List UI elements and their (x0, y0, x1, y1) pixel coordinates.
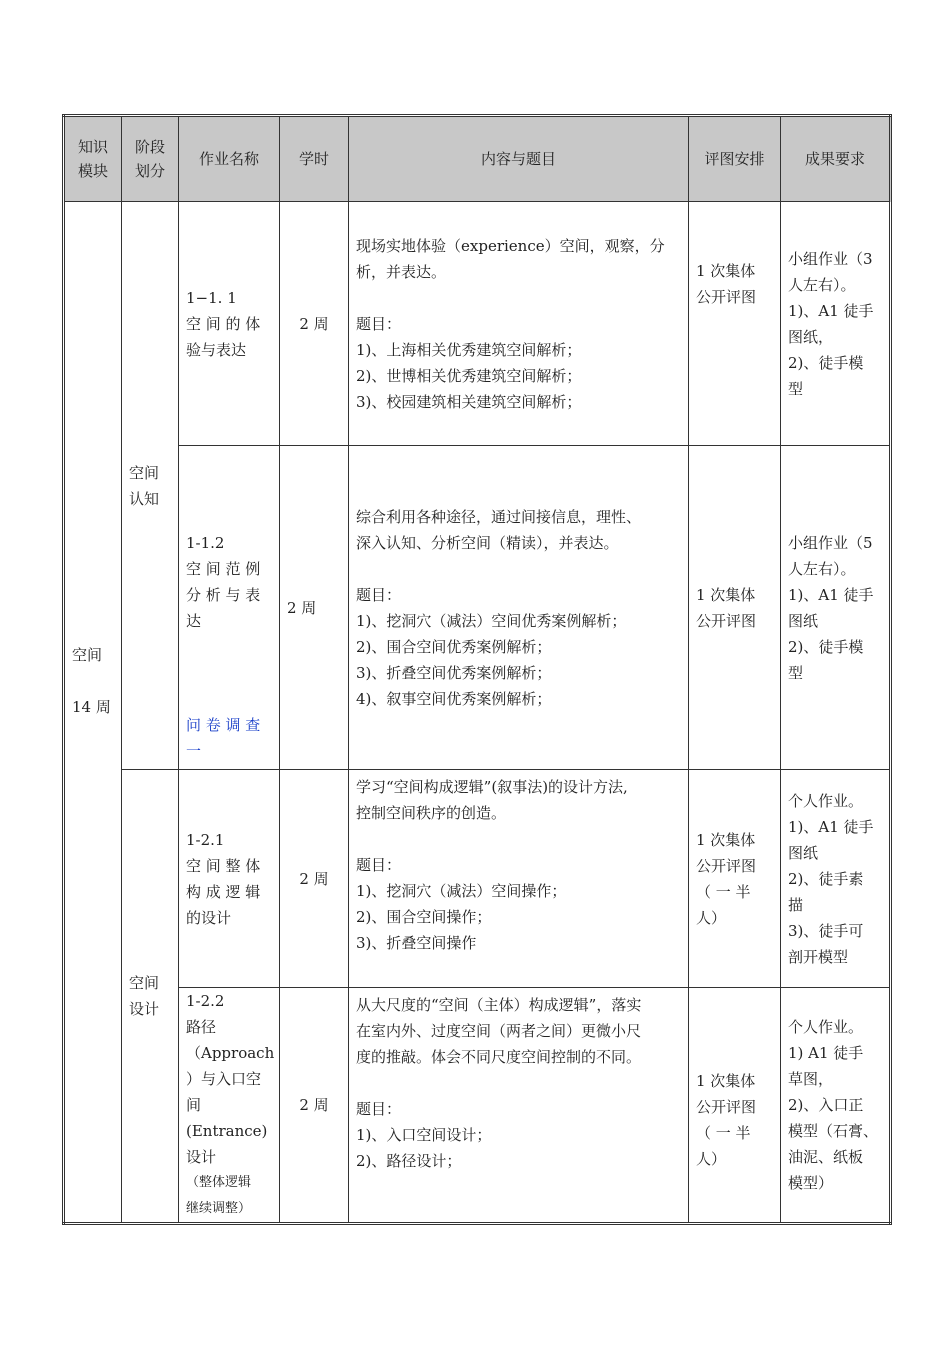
header-hours: 学时 (280, 116, 349, 202)
curriculum-table (62, 114, 892, 1225)
module-duration: 14 周 (72, 698, 111, 716)
header-content: 内容与题目 (349, 116, 689, 202)
header-stage: 阶段 划分 (122, 116, 179, 202)
result-cell: 个人作业。 1)、A1 徒手 图纸 2)、徒手素 描 3)、徒手可 剖开模型 (781, 770, 891, 988)
result-cell: 个人作业。 1) A1 徒手 草图， 2)、入口正 模型（石膏、 油泥、纸板 模型） (781, 988, 891, 1224)
header-results: 成果要求 (781, 116, 891, 202)
questionnaire-link: 问 卷 调 查 (186, 716, 261, 734)
assignment-name: 1-1.2 空 间 范 例 分 析 与 表 达 问 卷 调 查 一 (179, 446, 280, 770)
hours-cell: 2 周 (280, 770, 349, 988)
hours-cell: 2 周 (280, 202, 349, 446)
header-assignment: 作业名称 (179, 116, 280, 202)
module-name: 空间 (72, 646, 103, 664)
result-cell: 小组作业（3 人左右）。 1)、A1 徒手 图纸， 2)、徒手模 型 (781, 202, 891, 446)
content-cell: 现场实地体验（experience）空间，观察，分 析，并表达。 题目： 1)、上海相关优秀建筑空间解析； 2)、世博相关优秀建筑空间解析； 3)、校园建筑相关建筑空间解析； (349, 202, 689, 446)
hours-cell: 2 周 (280, 988, 349, 1224)
content-cell: 学习“空间构成逻辑”(叙事法)的设计方法, 控制空间秩序的创造。 题目： 1)、挖洞穴（减法）空间操作； 2)、围合空间操作； 3)、折叠空间操作 (349, 770, 689, 988)
result-cell: 小组作业（5 人左右）。 1)、A1 徒手 图纸 2)、徒手模 型 (781, 446, 891, 770)
review-cell: 1 次集体 公开评图 (689, 446, 781, 770)
content-cell: 从大尺度的“空间（主体）构成逻辑”，落实 在室内外、过度空间（两者之间）更微小尺 度的推敲。体会不同尺度空间控制的不同。 题目： 1)、入口空间设计； 2)、路径设计； (349, 988, 689, 1224)
review-cell: 1 次集体 公开评图 (689, 202, 781, 446)
table-row (64, 988, 891, 1224)
table-row (64, 770, 891, 988)
stage-cell: 空间 认知 (122, 202, 179, 770)
review-cell: 1 次集体 公开评图 （ 一 半 人） (689, 770, 781, 988)
hours-cell: 2 周 (280, 446, 349, 770)
header-review: 评图安排 (689, 116, 781, 202)
table-row (64, 446, 891, 770)
table-row (64, 202, 891, 446)
header-row (64, 116, 891, 202)
assignment-name: 1-2.1 空 间 整 体 构 成 逻 辑 的设计 (179, 770, 280, 988)
module-cell (64, 202, 122, 1224)
assignment-name: 1-2.2 路径 （Approach ）与入口空 间(Entrance) 设计 （整体逻辑 继续调整） (179, 988, 280, 1224)
header-module: 知识 模块 (64, 116, 122, 202)
content-cell: 综合利用各种途径，通过间接信息，理性、 深入认知、分析空间（精读），并表达。 题目： 1)、挖洞穴（减法）空间优秀案例解析； 2)、围合空间优秀案例解析； 3)、折叠空间优秀案例解析； 4)、叙事空间优秀案例解析； (349, 446, 689, 770)
stage-cell: 空间 设计 (122, 770, 179, 1224)
assignment-name: 1−1. 1 空 间 的 体 验与表达 (179, 202, 280, 446)
review-cell: 1 次集体 公开评图 （ 一 半 人） (689, 988, 781, 1224)
